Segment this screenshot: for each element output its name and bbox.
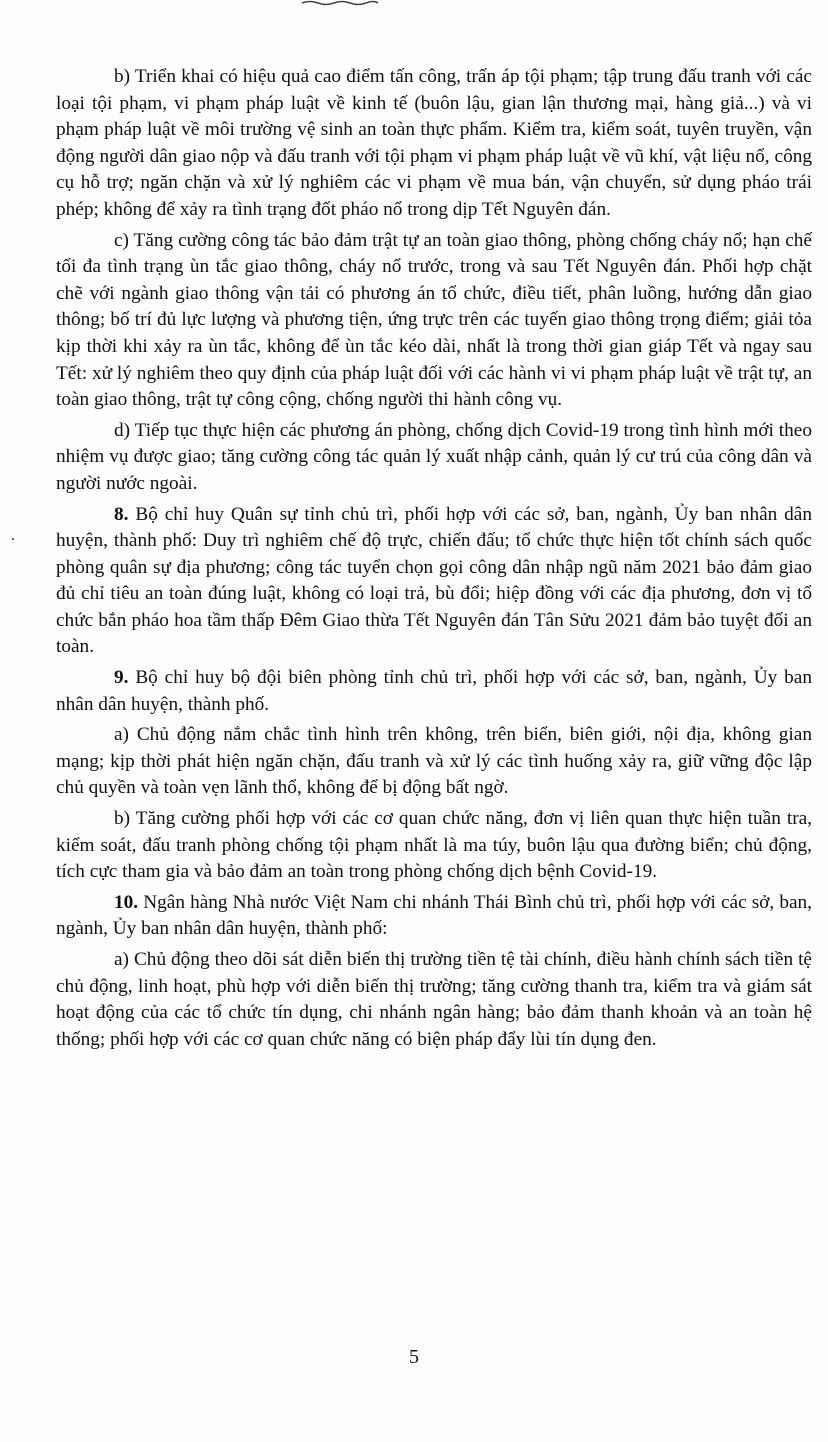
paragraph-item-9 (56, 665, 812, 718)
paragraph-text: a) Chủ động nắm chắc tình hình trên không, trên biển, biên giới, nội địa, không gian mạng; kịp thời phát hiện ngăn chặn, đấu tranh và xử lý các tình huống xảy ra, giữ vững độc lập chủ quyền và toàn vẹn lãnh thổ, không để bị động bất ngờ. (56, 724, 812, 799)
paragraph-text: b) Tăng cường phối hợp với các cơ quan chức năng, đơn vị liên quan thực hiện tuần tra, kiểm soát, đấu tranh phòng chống tội phạm nhất là ma túy, buôn lậu qua đường biển; chủ động, tích cực tham gia và bảo đảm an toàn trong phòng chống dịch bệnh Covid-19. (56, 808, 812, 883)
paragraph-c-tang-cuong (56, 228, 812, 414)
paragraph-d-tiep-tuc (56, 418, 812, 498)
paragraph-text: Bộ chỉ huy Quân sự tỉnh chủ trì, phối hợp với các sở, ban, ngành, Ủy ban nhân dân huyện, thành phố: Duy trì nghiêm chế độ trực, chiến đấu; tổ chức thực hiện tốt chính sách quốc phòng quân sự địa phương; công tác tuyển chọn gọi công dân nhập ngũ năm 2021 bảo đảm giao đủ chỉ tiêu an toàn đúng luật, không có loại trả, bù đổi; hiệp đồng với các địa phương, đơn vị tổ chức bắn pháo hoa tầm thấp Đêm Giao thừa Tết Nguyên đán Tân Sửu 2021 đảm bảo tuyệt đối an toàn. (56, 503, 812, 658)
document-body (56, 64, 812, 1057)
scan-artifact-dot (12, 538, 14, 540)
paragraph-item-10a (56, 947, 812, 1053)
paragraph-item-9a (56, 722, 812, 802)
paragraph-text: c) Tăng cường công tác bảo đảm trật tự an toàn giao thông, phòng chống cháy nổ; hạn chế tối đa tình trạng ùn tắc giao thông, cháy nổ trước, trong và sau Tết Nguyên đán. Phối hợp chặt chẽ với ngành giao thông vận tải có phương án tổ chức, điều tiết, phân luồng, hướng dẫn giao thông; bố trí đủ lực lượng và phương tiện, ứng trực trên các tuyến giao thông trọng điểm; giải tỏa kịp thời khi xảy ra ùn tắc, không để ùn tắc kéo dài, nhất là trong thời gian giáp Tết và ngay sau Tết: xử lý nghiêm theo quy định của pháp luật đối với các hành vi vi phạm pháp luật về trật tự, an toàn giao thông, trật tự công cộng, chống người thi hành công vụ. (56, 229, 812, 411)
paragraph-text: Bộ chỉ huy bộ đội biên phòng tỉnh chủ trì, phối hợp với các sở, ban, ngành, Ủy ban nhân dân huyện, thành phố. (56, 667, 812, 715)
paragraph-text: b) Triển khai có hiệu quả cao điểm tấn công, trấn áp tội phạm; tập trung đấu tranh với các loại tội phạm, vi phạm pháp luật về kinh tế (buôn lậu, gian lận thương mại, hàng giả...) và vi phạm pháp luật về môi trường vệ sinh an toàn thực phẩm. Kiểm tra, kiểm soát, tuyên truyền, vận động người dân giao nộp và đấu tranh với tội phạm vi phạm pháp luật về vũ khí, vật liệu nổ, công cụ hỗ trợ; ngăn chặn và xử lý nghiêm các vi phạm về mua bán, vận chuyển, sử dụng pháo trái phép; không để xảy ra tình trạng đốt pháo nổ trong dịp Tết Nguyên đán. (56, 66, 812, 220)
paragraph-item-9b (56, 806, 812, 886)
paragraph-b-trien-khai (56, 64, 812, 224)
item-number: 8. (114, 503, 129, 525)
item-number: 10. (114, 891, 139, 913)
item-number: 9. (114, 667, 129, 689)
paragraph-text: d) Tiếp tục thực hiện các phương án phòng, chống dịch Covid-19 trong tình hình mới theo nhiệm vụ được giao; tăng cường công tác quản lý xuất nhập cảnh, quản lý cư trú của công dân và người nước ngoài. (56, 419, 812, 494)
paragraph-item-10 (56, 890, 812, 943)
paragraph-item-8 (56, 502, 812, 662)
paragraph-text: Ngân hàng Nhà nước Việt Nam chi nhánh Thái Bình chủ trì, phối hợp với các sở, ban, ngành, Ủy ban nhân dân huyện, thành phố: (56, 891, 812, 940)
paragraph-text: a) Chủ động theo dõi sát diễn biến thị trường tiền tệ tài chính, điều hành chính sách tiền tệ chủ động, linh hoạt, phù hợp với diễn biến thị trường; tăng cường thanh tra, kiểm tra và giám sát hoạt động của các tổ chức tín dụng, chi nhánh ngân hàng; bảo đảm thanh khoản và an toàn hệ thống; phối hợp với các cơ quan chức năng có biện pháp đẩy lùi tín dụng đen. (56, 949, 812, 1050)
top-stamp-fragment (300, 0, 380, 6)
page-number: 5 (409, 1346, 419, 1368)
